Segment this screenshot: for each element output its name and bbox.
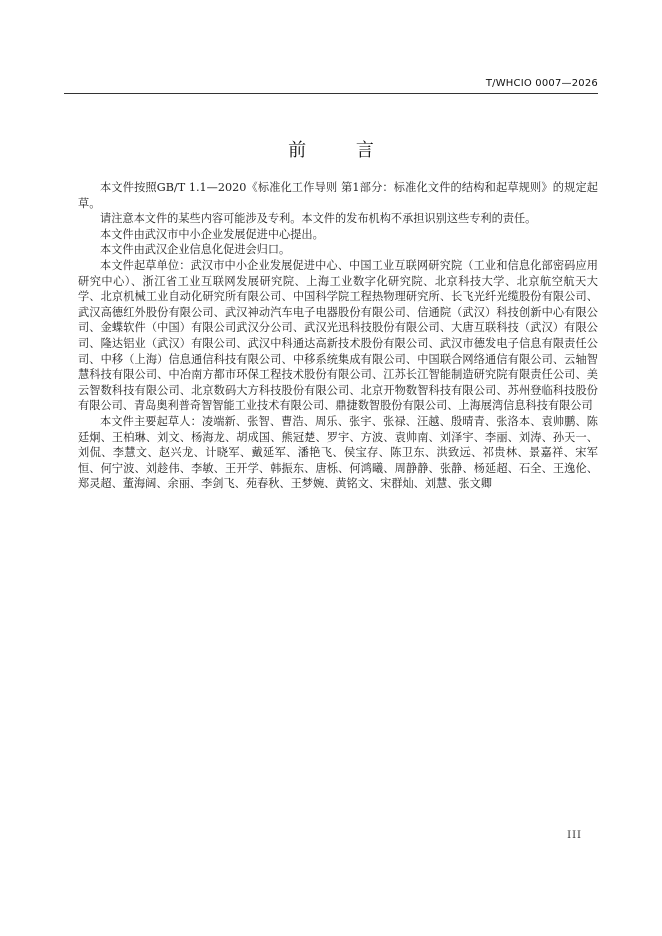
paragraph-patent-notice: 请注意本文件的某些内容可能涉及专利。本文件的发布机构不承担识别这些专利的责任。 [100,212,537,226]
paragraph-administrator: 本文件由武汉企业信息化促进会归口。 [100,243,291,257]
foreword-body [78,180,598,492]
page-title: 前 言 [288,140,396,161]
paragraph-drafting-units: 本文件起草单位：武汉市中小企业发展促进中心、中国工业互联网研究院（工业和信息化部密码应用研究中心）、浙江省工业互联网发展研究院、上海工业数字化研究院、北京科技大学、北京航空航天大学、北京机械工业自动化研究所有限公司、中国科学院工程热物理研究所、长飞光纤光缆股份有限公司、武汉高德红外股份有限公司、武汉神动汽车电子电器股份有限公司、信通院（武汉）科技创新中心有限公司、金蝶软件（中国）有限公司武汉分公司、武汉光迅科技股份有限公司、大唐互联科技（武汉）有限公司、隆达铝业（武汉）有限公司、武汉中科通达高新技术股份有限公司、武汉市德发电子信息有限责任公司、中移（上海）信息通信科技有限公司、中移系统集成有限公司、中国联合网络通信有限公司、云轴智慧科技有限公司、中冶南方都市环保工程技术股份有限公司、江苏长江智能制造研究院有限责任公司、美云智数科技有限公司、北京数码大方科技股份有限公司、北京开物数智科技有限公司、苏州登临科技股份有限公司、青岛奥利普奇智智能工业技术有限公司、鼎捷数智股份有限公司、上海展湾信息科技有限公司 [78,258,598,413]
paragraph-drafting-rules: 本文件按照GB/T 1.1—2020《标准化工作导则 第1部分：标准化文件的结构和起草规则》的规定起草。 [78,181,598,210]
paragraph-drafters: 本文件主要起草人：凌端新、张智、曹浩、周乐、张宇、张禄、汪越、殷晴青、张洛本、袁帅鹏、陈廷炯、王柏琳、刘文、杨海龙、胡成国、熊冠楚、罗宇、方波、袁帅南、刘泽宇、李丽、刘涛、孙天一、刘侃、李慧文、赵兴龙、计晓军、戴延军、潘艳飞、侯宝存、陈卫东、洪致远、祁贵林、景嘉祥、宋军恒、何宁波、刘趁伟、李敏、王开学、韩振东、唐栎、何鸿曦、周静静、张静、杨延超、石全、王逸伦、郑灵超、董海阔、余丽、李剑飞、苑春秋、王梦婉、黄铭文、宋群灿、刘慧、张文卿 [78,414,598,491]
page-number: III [567,830,582,841]
document-code: T/WHCIO 0007—2026 [485,78,598,89]
header-divider [64,93,598,94]
paragraph-proposer: 本文件由武汉市中小企业发展促进中心提出。 [100,227,324,241]
